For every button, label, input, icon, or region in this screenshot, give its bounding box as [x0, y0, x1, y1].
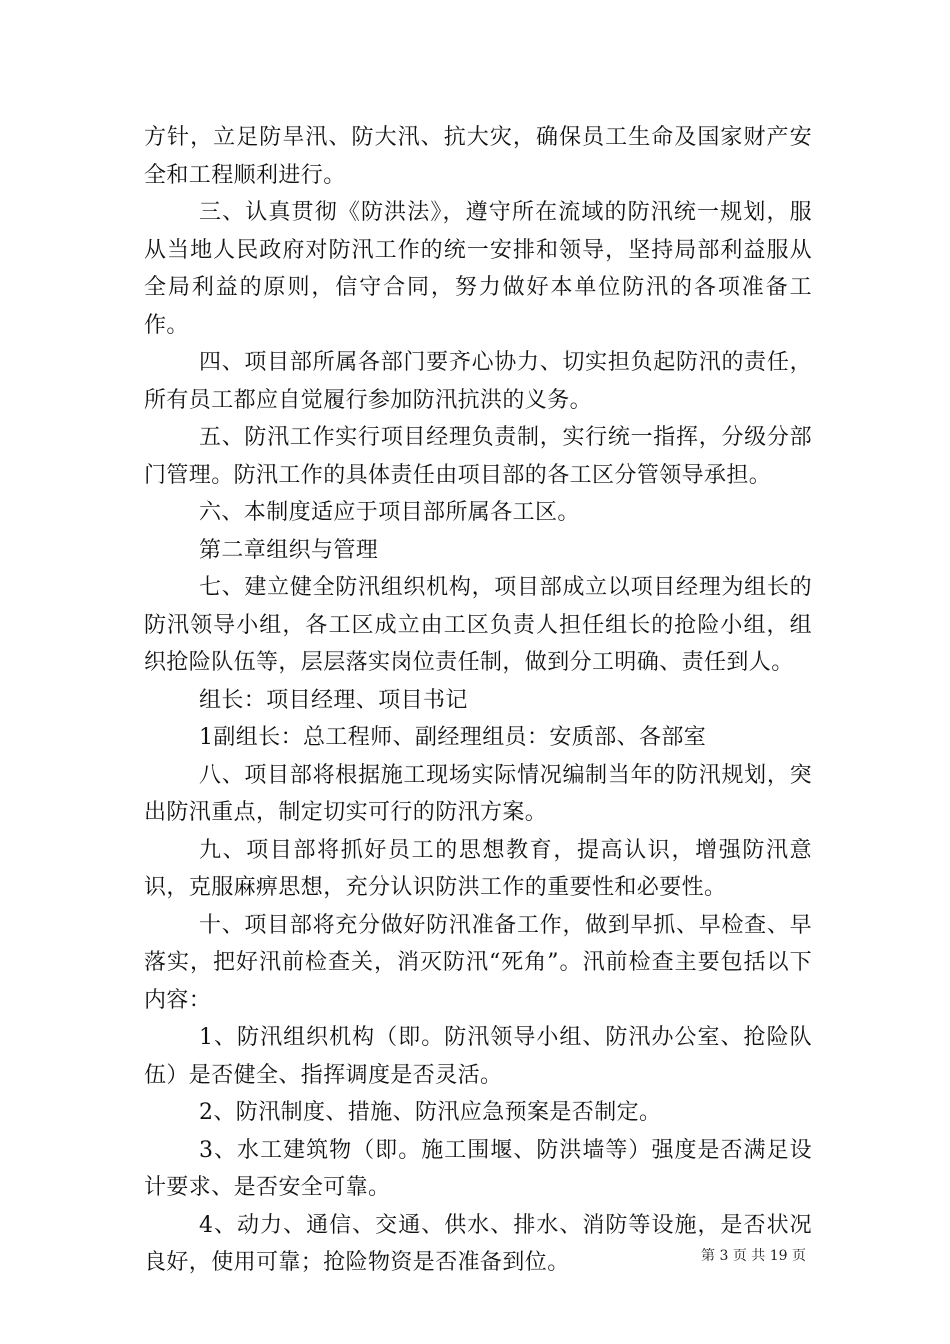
- paragraph-item-5: 五、防汛工作实行项目经理负责制，实行统一指挥，分级分部门管理。防汛工作的具体责任由项目部的各工区分管领导承担。: [144, 425, 812, 488]
- list-item-2: 2、防汛制度、措施、防汛应急预案是否制定。: [199, 1100, 662, 1125]
- paragraph-item-3: 三、认真贯彻《防洪法》，遵守所在流域的防汛统一规划，服从当地人民政府对防汛工作的统一安排和领导，坚持局部利益服从全局利益的原则，信守合同，努力做好本单位防汛的各项准备工作。: [144, 200, 812, 338]
- paragraph-item-6: 六、本制度适应于项目部所属各工区。: [199, 500, 580, 525]
- list-item-3: 3、水工建筑物（即。施工围堰、防洪墙等）强度是否满足设计要求、是否安全可靠。: [144, 1137, 812, 1200]
- list-item-1: 1、防汛组织机构（即。防汛领导小组、防汛办公室、抢险队伍）是否健全、指挥调度是否灵活。: [144, 1025, 812, 1088]
- document-body: [144, 119, 812, 1282]
- paragraph-item-7: 七、建立健全防汛组织机构，项目部成立以项目经理为组长的防汛领导小组，各工区成立由工区负责人担任组长的抢险小组，组织抢险队伍等，层层落实岗位责任制，做到分工明确、责任到人。: [144, 575, 812, 675]
- paragraph-item-10: 十、项目部将充分做好防汛准备工作，做到早抓、早检查、早落实，把好汛前检查关，消灭防汛“死角”。汛前检查主要包括以下内容：: [144, 912, 812, 1013]
- paragraph-deputy-leader: 1副组长：总工程师、副经理组员：安质部、各部室: [199, 725, 707, 750]
- paragraph-continuation: 方针，立足防旱汛、防大汛、抗大灾，确保员工生命及国家财产安全和工程顺利进行。: [144, 125, 812, 188]
- paragraph-group-leader: 组长：项目经理、项目书记: [199, 687, 468, 713]
- paragraph-item-9: 九、项目部将抓好员工的思想教育，提高认识，增强防汛意识，克服麻痹思想，充分认识防洪工作的重要性和必要性。: [144, 837, 812, 900]
- paragraph-item-8: 八、项目部将根据施工现场实际情况编制当年的防汛规划，突出防汛重点，制定切实可行的防汛方案。: [144, 762, 812, 825]
- paragraph-item-4: 四、项目部所属各部门要齐心协力、切实担负起防汛的责任，所有员工都应自觉履行参加防汛抗洪的义务。: [144, 350, 812, 413]
- list-item-4: 4、动力、通信、交通、供水、排水、消防等设施，是否状况良好，使用可靠；抢险物资是否准备到位。: [144, 1212, 812, 1275]
- page-number-footer: 第 3 页 共 19 页: [701, 1248, 806, 1264]
- chapter-heading: 第二章组织与管理: [199, 537, 379, 563]
